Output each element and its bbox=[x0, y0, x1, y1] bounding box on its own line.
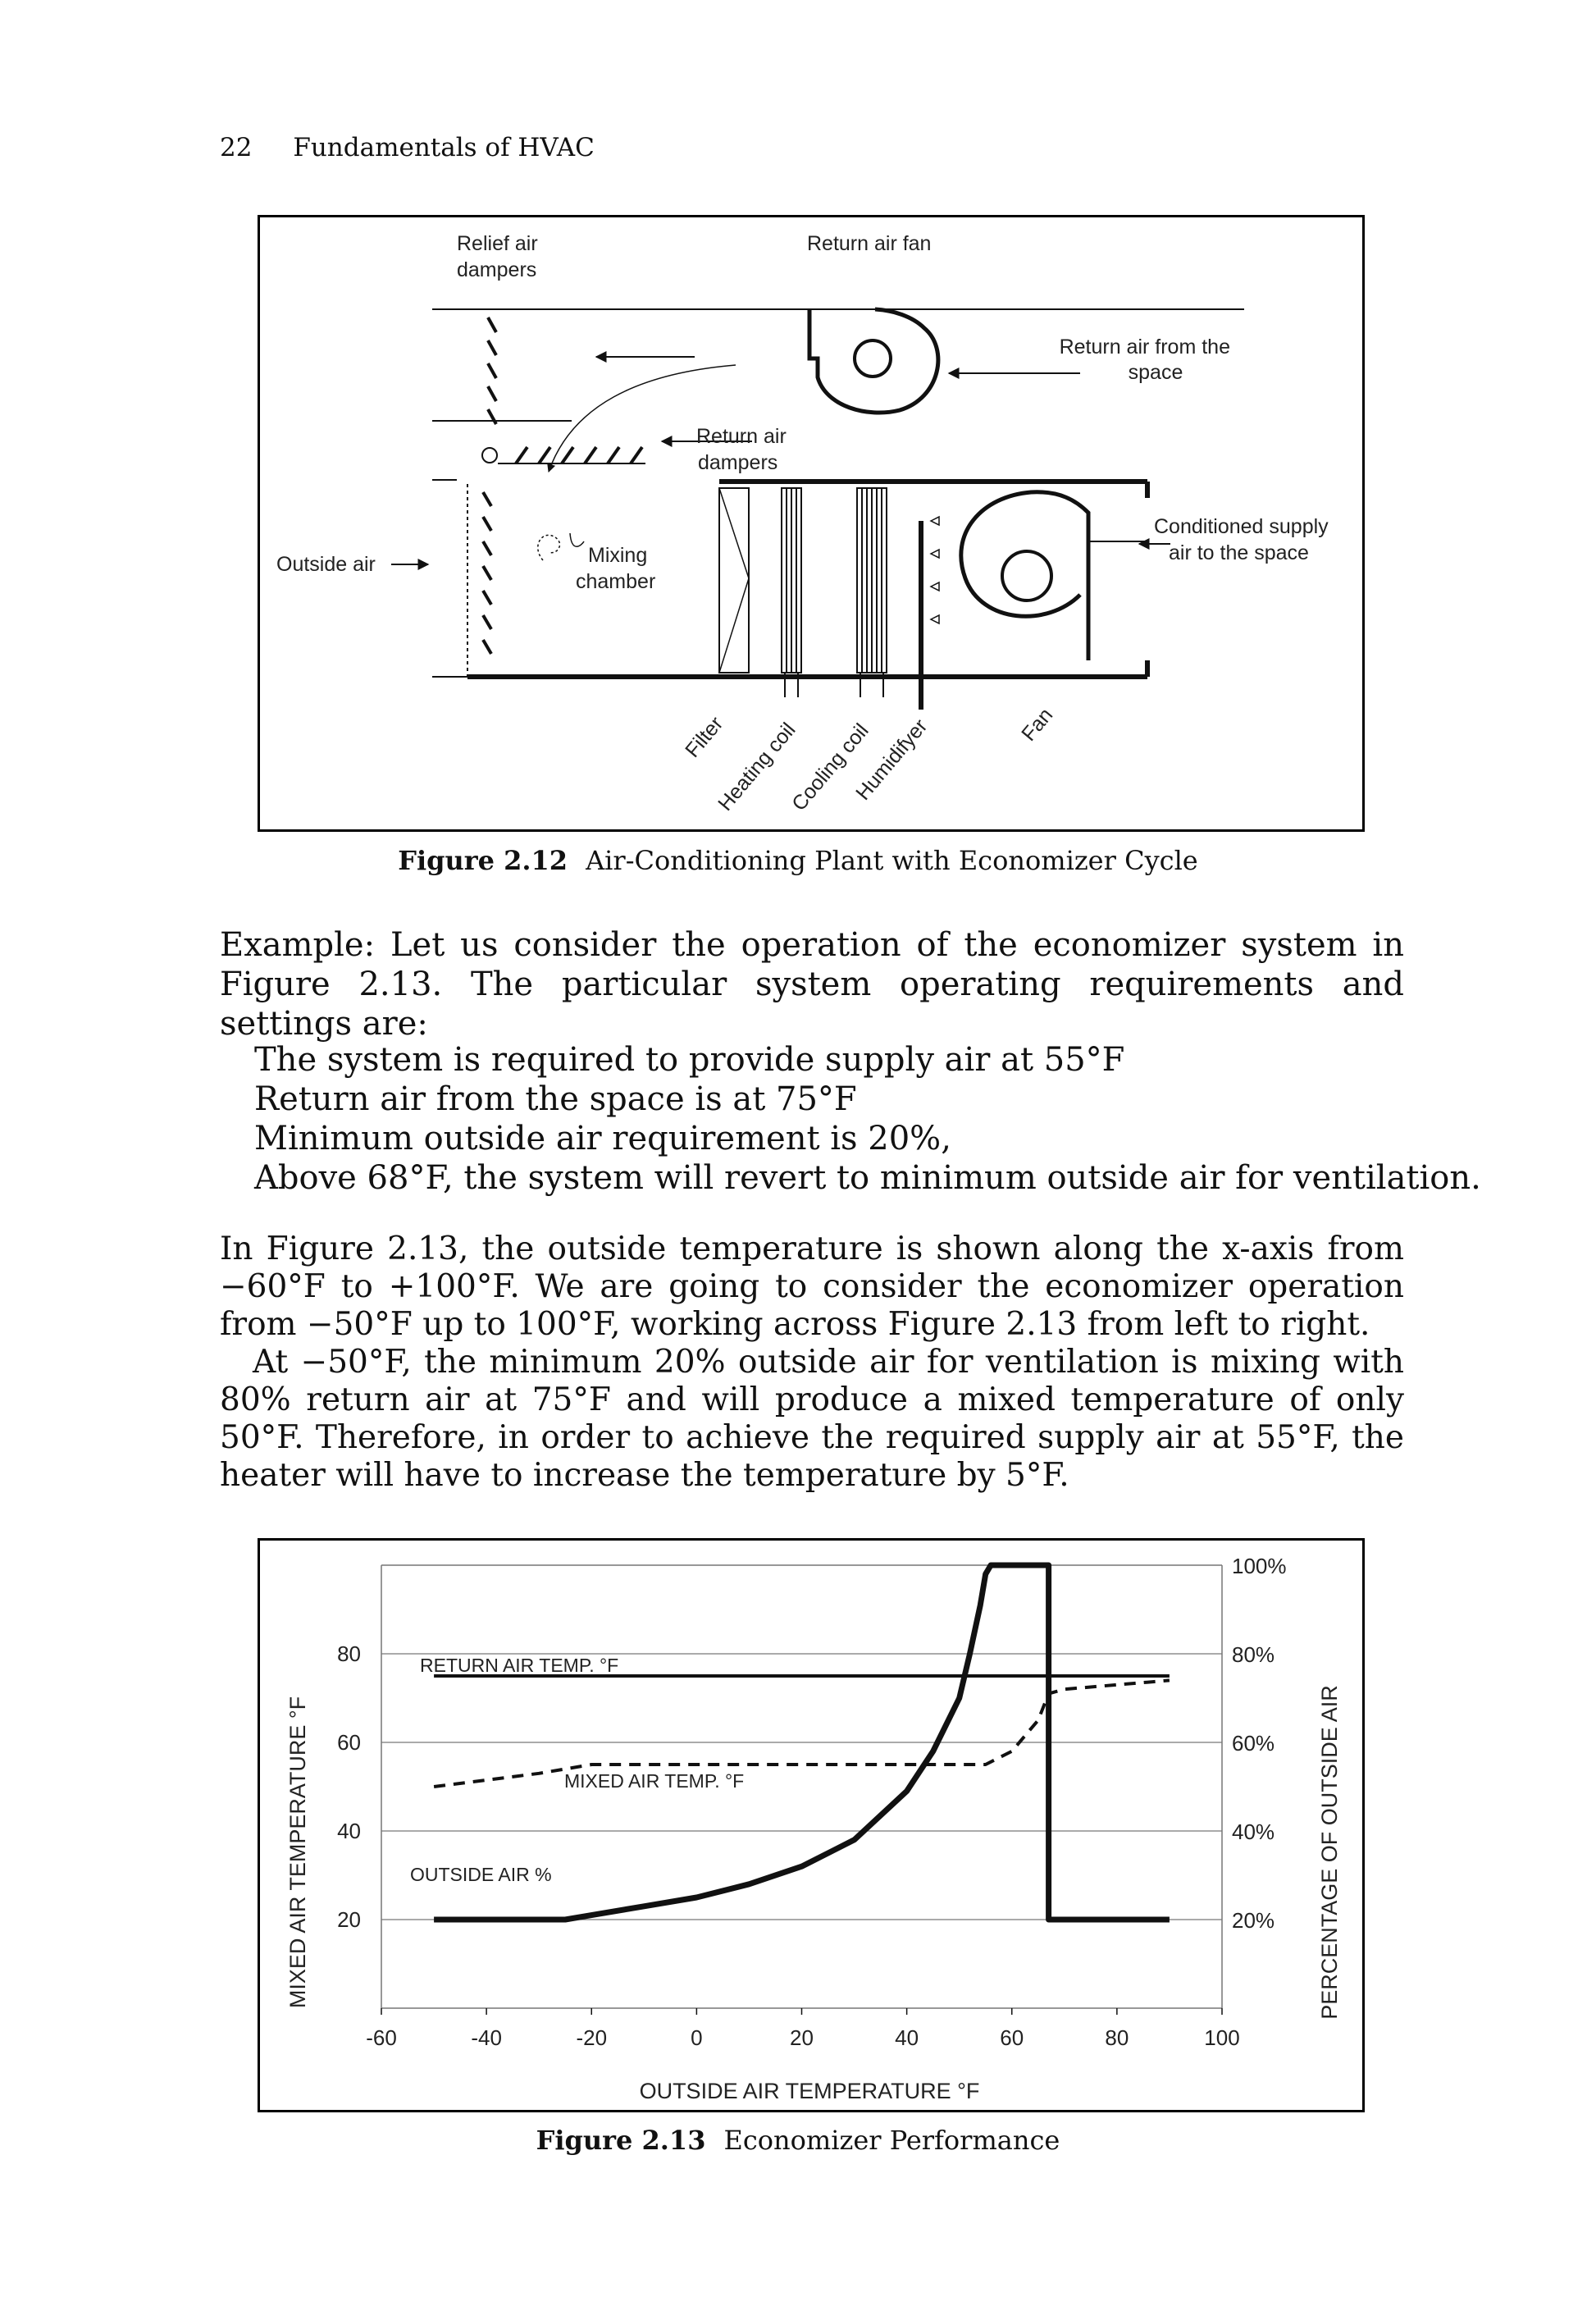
y-tick-label-left: 80 bbox=[337, 1641, 361, 1666]
label-mixing-2: chamber bbox=[576, 570, 656, 593]
figure-2-13-caption bbox=[0, 2125, 1596, 2156]
intro-paragraph bbox=[220, 925, 1404, 1043]
economizer-chart bbox=[260, 1541, 1362, 2110]
page-number: 22 bbox=[220, 133, 253, 162]
requirement-item: Above 68°F, the system will revert to minimum outside air for ventilation. bbox=[254, 1159, 1481, 1197]
paragraph-1: In Figure 2.13, the outside temperature is shown along the x-axis from −60°F to +100°F. We are going to consider the economizer operation from −50°F up to 100°F, working across Figure 2.13 from left to right. bbox=[220, 1230, 1404, 1343]
label-return-dampers-2: dampers bbox=[698, 451, 778, 474]
ahu-diagram bbox=[260, 217, 1362, 829]
label-return-dampers-1: Return air bbox=[696, 425, 787, 448]
figure-2-12-number: Figure 2.12 bbox=[398, 845, 568, 876]
requirement-item: Minimum outside air requirement is 20%, bbox=[254, 1120, 951, 1157]
return-air-dampers bbox=[516, 447, 642, 463]
figure-2-12-caption bbox=[0, 845, 1596, 876]
x-tick-label: 20 bbox=[790, 2025, 814, 2050]
label-mixing-1: Mixing bbox=[588, 544, 648, 567]
y-axis-label-left: MIXED AIR TEMPERATURE °F bbox=[285, 1696, 310, 2009]
label-outside-air: Outside air bbox=[276, 553, 376, 576]
x-tick-label: 100 bbox=[1204, 2025, 1240, 2050]
y-axis-label-right: PERCENTAGE OF OUTSIDE AIR bbox=[1317, 1685, 1342, 2020]
cooling-coil bbox=[857, 488, 887, 697]
x-tick-label: 40 bbox=[895, 2025, 919, 2050]
return-fan-wheel bbox=[855, 340, 891, 377]
heating-coil bbox=[782, 488, 801, 697]
label-conditioned-2: air to the space bbox=[1169, 541, 1309, 564]
page-header bbox=[220, 133, 595, 162]
requirement-item: The system is required to provide supply air at 55°F bbox=[254, 1041, 1125, 1079]
series-line-1 bbox=[434, 1680, 1170, 1787]
y-tick-label-left: 20 bbox=[337, 1907, 361, 1932]
paragraph-2: At −50°F, the minimum 20% outside air for ventilation is mixing with 80% return air at 75°F and will produce a mixed temperature of only 50°F. Therefore, in order to achieve the required supply air at 55°F, the heater will have to increase the temperature by 5°F. bbox=[220, 1344, 1404, 1494]
label-filter: Filter bbox=[681, 712, 728, 762]
y-tick-label-left: 40 bbox=[337, 1819, 361, 1843]
label-return-fan: Return air fan bbox=[807, 232, 932, 255]
figure-2-12-frame bbox=[258, 215, 1365, 832]
label-return-from-space-2: space bbox=[1128, 361, 1183, 384]
x-tick-label: 60 bbox=[1000, 2025, 1024, 2050]
label-return-from-space-1: Return air from the bbox=[1059, 336, 1230, 358]
y-tick-label-right: 20% bbox=[1232, 1908, 1275, 1933]
y-tick-label-right: 60% bbox=[1232, 1731, 1275, 1756]
figure-2-13-number: Figure 2.13 bbox=[536, 2125, 706, 2156]
figure-2-13-title: Economizer Performance bbox=[723, 2125, 1060, 2156]
x-tick-label: 80 bbox=[1105, 2025, 1129, 2050]
intro-text: Example: Let us consider the operation of the economizer system in Figure 2.13. The particular system operating requirements and settings are: bbox=[220, 926, 1404, 1043]
label-cooling-coil: Cooling coil bbox=[787, 719, 873, 815]
x-tick-label: -40 bbox=[471, 2025, 502, 2050]
label-conditioned-1: Conditioned supply bbox=[1154, 515, 1329, 538]
running-title: Fundamentals of HVAC bbox=[293, 133, 595, 162]
requirement-item: Return air from the space is at 75°F bbox=[254, 1080, 857, 1118]
y-tick-label-right: 40% bbox=[1232, 1819, 1275, 1844]
body-paragraphs bbox=[220, 1230, 1404, 1495]
y-tick-label-right: 100% bbox=[1232, 1554, 1287, 1578]
figure-2-12-title: Air-Conditioning Plant with Economizer Cycle bbox=[586, 845, 1198, 876]
x-tick-label: 0 bbox=[691, 2025, 703, 2050]
label-fan: Fan bbox=[1017, 703, 1058, 746]
label-heating-coil: Heating coil bbox=[714, 718, 800, 815]
x-tick-label: -60 bbox=[366, 2025, 397, 2050]
filter bbox=[719, 488, 749, 673]
requirements-list bbox=[254, 1040, 1481, 1198]
return-fan-housing bbox=[809, 309, 938, 413]
supply-fan-housing bbox=[961, 492, 1088, 660]
y-tick-label-left: 60 bbox=[337, 1730, 361, 1755]
label-relief-dampers-1: Relief air bbox=[457, 232, 538, 255]
figure-2-13-frame bbox=[258, 1538, 1365, 2112]
label-outside-air-pct: OUTSIDE AIR % bbox=[410, 1864, 552, 1885]
y-tick-label-right: 80% bbox=[1232, 1642, 1275, 1667]
relief-dampers bbox=[488, 317, 496, 424]
label-mixed-air-temp: MIXED AIR TEMP. °F bbox=[564, 1770, 745, 1792]
label-relief-dampers-2: dampers bbox=[457, 258, 537, 281]
supply-fan-wheel bbox=[1002, 551, 1051, 600]
label-return-air-temp: RETURN AIR TEMP. °F bbox=[420, 1655, 619, 1676]
label-humidifyer: Humidifyer bbox=[851, 715, 933, 805]
x-tick-label: -20 bbox=[576, 2025, 608, 2050]
x-axis-label: OUTSIDE AIR TEMPERATURE °F bbox=[639, 2079, 980, 2103]
outside-air-dampers bbox=[483, 492, 491, 654]
